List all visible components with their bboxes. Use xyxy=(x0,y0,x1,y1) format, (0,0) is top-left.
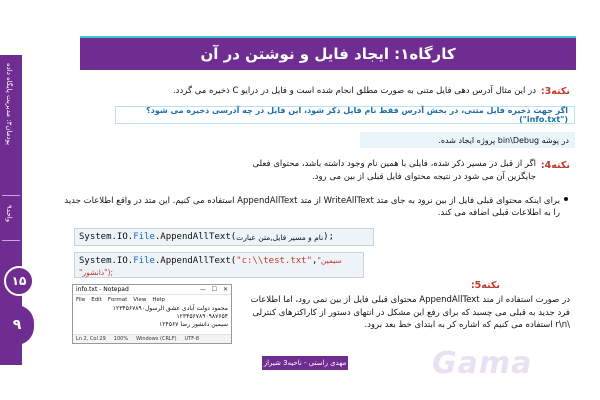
menu-edit[interactable]: Edit xyxy=(91,296,102,303)
sidebar-divider xyxy=(2,240,20,241)
code-block-1 xyxy=(74,228,374,246)
code-token: .AppendAllText( xyxy=(154,232,237,242)
menu-help[interactable]: Help xyxy=(152,296,165,303)
code-token: ); xyxy=(323,232,335,242)
status-zoom: 100% xyxy=(113,336,129,342)
notepad-line: ۱۲۳۴۵۶۷۸۹۰۹۸۷۶۵۴ xyxy=(176,313,228,320)
maximize-icon[interactable]: ☐ xyxy=(211,286,217,293)
note4-text: اگر از قبل در مسیر ذکر شده، فایلی با همین نام وجود داشته باشد، محتوای فعلی جایگزین آن می شود در نتیجه محتوای فایل قبلی از بین می رود. xyxy=(252,159,536,182)
status-position: Ln 2, Col 29 xyxy=(76,336,106,342)
question-box xyxy=(115,106,575,124)
notepad-statusbar xyxy=(73,334,231,343)
page-number-badge: ۹ xyxy=(0,305,34,345)
note5-label: نکته5: xyxy=(470,280,500,291)
title-bar xyxy=(80,36,576,70)
note5-text: در صورت استفاده از متد AppendAllText محتوای قبلی فایل از بین نمی رود، اما اطلاعات فرد جدید به قبلی می چسبد که برای رفع این مشکل در انتهای دستور از کاراکترهای کنترلی \r\n استفاده می کنیم که اشاره کر به ابتدای خط بعد برود. xyxy=(250,295,570,330)
code-token: File xyxy=(133,256,155,266)
menu-view[interactable]: View xyxy=(133,296,147,303)
sidebar-divider xyxy=(2,195,20,196)
chapter-badge: ۱۵ xyxy=(4,266,34,296)
notepad-text-area[interactable] xyxy=(73,304,231,334)
note3-label: نکته3: xyxy=(540,86,570,97)
sidebar-unit-text: واحد۹ xyxy=(5,205,13,223)
page-title: کارگاه۱: ایجاد فایل و نوشتن در آن xyxy=(200,45,456,63)
code-token: System.IO. xyxy=(79,232,134,242)
close-icon[interactable]: ✕ xyxy=(222,286,228,293)
footer-author: مهدی راستی - ناحیه3 شیراز xyxy=(262,356,348,370)
code-string: "دانشور"); xyxy=(79,268,114,277)
bullet-icon xyxy=(564,197,568,201)
status-line-ending: Windows (CRLF) xyxy=(136,336,177,342)
menu-format[interactable]: Format xyxy=(107,296,128,303)
sidebar-module-text: پودمان۳: مدیریت پایگاه داده xyxy=(5,63,13,146)
code-token: System.IO. xyxy=(79,256,134,266)
note3-text: در این مثال آدرس دهی فایل متنی به صورت مطلق انجام شده است و فایل در درایو C ذخیره می گردد. xyxy=(172,86,536,96)
notepad-line: محمود دولت آبادی عشق الرسول۱۲۳۴۵۶۷۸۹۰ xyxy=(112,305,228,312)
answer-box xyxy=(360,132,575,148)
bullet-text: برای اینکه محتوای قبلی فایل از بین نرود به جای متد WriteAllText از متد AppendAllText استفاده می کنیم. این متد در واقع اطلاعات جدید را به اطلاعات قبلی اضافه می کند. xyxy=(64,196,560,218)
notepad-menubar xyxy=(73,295,231,304)
status-encoding: UTF-8 xyxy=(184,336,200,342)
notepad-titlebar xyxy=(73,285,231,295)
question-text: اگر جهت ذخیره فایل متنی، در بخش آدرس فقط نام فایل ذکر شود، این فایل در چه آدرسی ذخیره می شود؟ ("info.txt") xyxy=(146,106,568,124)
code-string: "c:\\test.txt" xyxy=(236,256,313,266)
note4-label: نکته4: xyxy=(540,160,570,171)
menu-file[interactable]: File xyxy=(76,296,86,303)
minimize-icon[interactable]: — xyxy=(199,286,206,293)
code-token: .AppendAllText( xyxy=(154,256,237,266)
notepad-line: سیمین دانشور رضا ۱۲۴۵۶۷ xyxy=(159,321,228,328)
notepad-window xyxy=(72,284,232,344)
code-token: , xyxy=(312,256,318,266)
watermark-logo: Gama xyxy=(432,346,533,381)
code-args: نام و مسیر فایل,متن عبارت xyxy=(236,232,324,242)
code-token: File xyxy=(133,232,155,242)
notepad-title: info.txt - Notepad xyxy=(76,286,129,293)
answer-text: در پوشه bin\Debug پروژه ایجاد شده. xyxy=(438,135,569,145)
code-block-2 xyxy=(74,252,364,278)
code-string: "سیمین xyxy=(317,256,342,265)
